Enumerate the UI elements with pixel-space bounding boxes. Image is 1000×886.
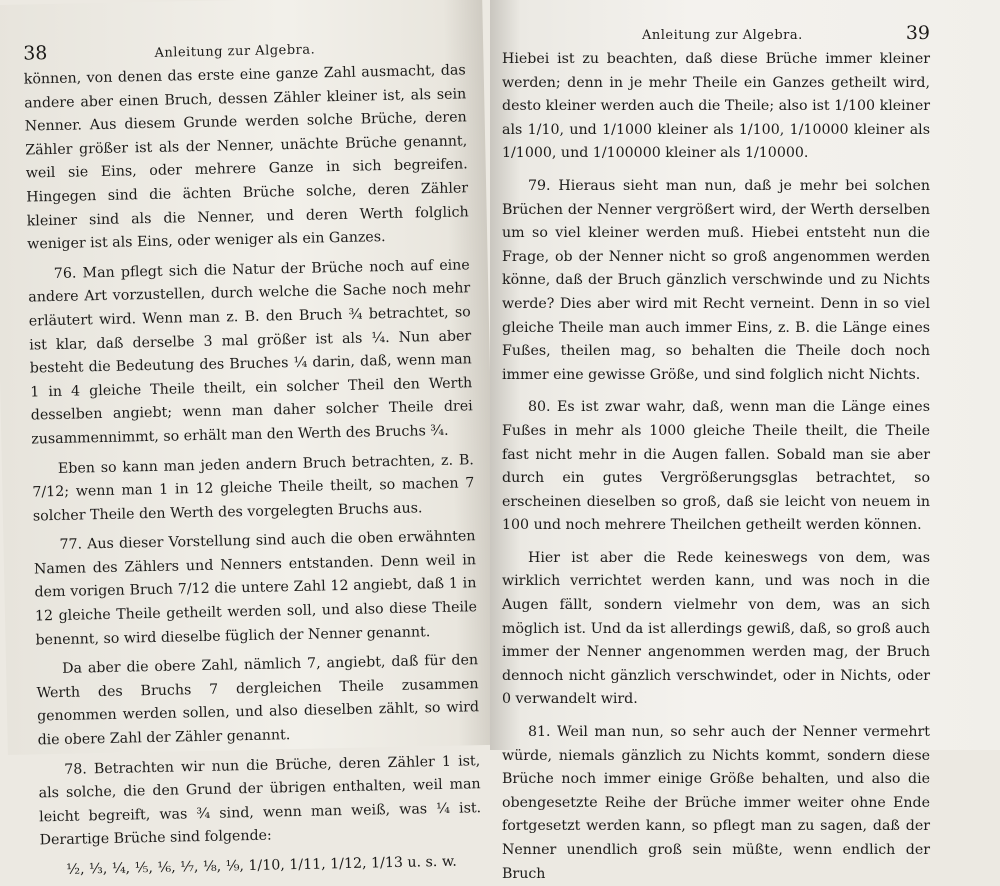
right-page-number: 39 — [905, 22, 930, 44]
left-page-number: 38 — [22, 42, 48, 65]
paragraph-76: 76. Man pflegt sich die Natur der Brüche noch auf eine andere Art vorzustellen, durch welche die Sache noch mehr erläutert wird. Wenn man z. B. den Bruch ¾ betrachtet, so ist klar, daß derselbe 3 mal größer ist als ¼. Nun aber besteht die Bedeutung des Bruches ¼ darin, daß, wenn man 1 in 4 gleiche Theile theilt, ein solcher Theil den Werth desselben angiebt; wenn man daher solcher Theile drei zusammennimmt, so erhält man den Werth des Bruchs ¾. — [28, 257, 473, 448]
right-running-head — [502, 22, 930, 44]
paragraph-79: 79. Hieraus sieht man nun, daß je mehr bei solchen Brüchen der Nenner vergrößert wird, der Werth derselben um so viel kleiner werden muß. Hiebei entsteht nun die Frage, ob der Nenner nicht so groß angenommen werden könne, daß der Bruch gänzlich verschwinde und zu Nichts werde? Dies aber wird mit Recht verneint. Denn in so viel gleiche Theile man auch immer Eins, z. B. die Länge eines Fußes, theilen mag, so behalten die Theile doch noch immer eine gewisse Größe, und sind folglich nicht Nichts. — [502, 177, 930, 383]
right-head-title: Anleitung zur Algebra. — [642, 28, 803, 43]
paragraph-78: 78. Betrachten wir nun die Brüche, deren Zähler 1 ist, als solche, die den Grund der übrigen enthalten, weil man leicht begreift, was ¾ sind, wenn man weiß, was ¼ ist. Derartige Brüche sind folgende: — [38, 752, 482, 849]
left-page-text — [24, 59, 483, 883]
paragraph: können, von denen das erste eine ganze Zahl ausmacht, das andere aber einen Bruch, dessen Zähler kleiner ist, als sein Nenner. Aus diesem Grunde werden solche Brüche, deren Zähler größer ist als der Nenner, unächte Brüche genannt, weil sie Eins, oder mehrere Ganze in sich begreifen. Hingegen sind die ächten Brüche solche, deren Zähler kleiner sind als die Nenner, und deren Werth folglich weniger ist als Eins, oder weniger als ein Ganzes. — [23, 62, 469, 253]
paragraph-81: 81. Weil man nun, so sehr auch der Nenner vermehrt würde, niemals gänzlich zu Nichts kommt, sondern diese Brüche noch immer einige Größe behalten, und also die obengesetzte Reihe der Brüche immer weiter ohne Ende fortgesetzt werden kann, so pflegt man zu sagen, daß der Nenner unendlich groß sein müßte, wenn endlich der Bruch — [502, 724, 930, 882]
paragraph: Eben so kann man jeden andern Bruch betrachten, z. B. 7/12; wenn man 1 in 12 gleiche Theile theilt, so machen 7 solcher Theile den Werth des vorgelegten Bruchs aus. — [32, 451, 475, 525]
right-page-text — [502, 48, 930, 886]
right-page — [490, 0, 1000, 882]
paragraph-77: 77. Aus dieser Vorstellung sind auch die oben erwähnten Namen des Zählers und Nenners entstanden. Denn weil in dem vorigen Bruch 7/12 die untere Zahl 12 angiebt, daß 1 in 12 gleiche Theile getheilt werden soll, und also diese Theile benennt, so wird dieselbe füglich der Nenner genannt. — [33, 528, 478, 649]
paragraph: Hiebei ist zu beachten, daß diese Brüche immer kleiner werden; denn in je mehr Theile ein Ganzes getheilt wird, desto kleiner werden auch die Theile; also ist 1/100 kleiner als 1/10, und 1/1000 kleiner als 1/100, 1/10000 kleiner als 1/1000, und 1/100000 kleiner als 1/10000. — [502, 51, 930, 162]
fraction-series: ½, ⅓, ¼, ⅕, ⅙, ⅐, ⅛, ⅑, 1/10, 1/11, 1/12, 1/13 u. s. w. — [66, 853, 458, 878]
paragraph: Da aber die obere Zahl, nämlich 7, angiebt, daß für den Werth des Bruchs 7 dergleichen Theile zusammen genommen werden sollen, und also dieselben zählt, so wird die obere Zahl der Zähler genannt. — [36, 652, 480, 749]
paragraph: Hier ist aber die Rede keineswegs von dem, was wirklich verrichtet werden kann, und was noch in die Augen fällt, sondern vielmehr von dem, was an sich möglich ist. Und da ist allerdings gewiß, daß, so groß auch immer der Nenner angenommen werden mag, der Bruch dennoch nicht gänzlich verschwindet, oder in Nichts, oder 0 verwandelt wird. — [502, 549, 930, 708]
left-head-title: Anleitung zur Algebra. — [154, 42, 316, 61]
paragraph-80: 80. Es ist zwar wahr, daß, wenn man die Länge eines Fußes in mehr als 1000 gleiche Theile theilt, die Theile fast nicht mehr in die Augen fallen. Sobald man sie aber durch ein gutes Vergrößerungsglas betrachtet, so erscheinen dieselben so groß, daß sie leicht von neuem in 100 und noch mehrere Theilchen getheilt werden können. — [502, 399, 930, 534]
left-page — [0, 0, 498, 878]
